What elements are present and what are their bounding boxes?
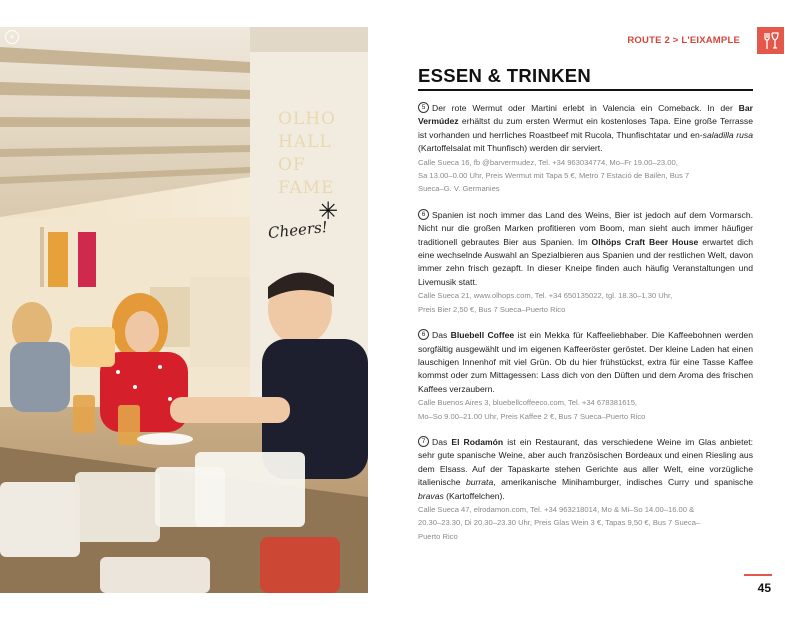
venue-name: El Rodamón [451, 436, 504, 447]
map-marker: + [5, 30, 19, 44]
entry-description: 5 Der rote Wermut oder Martini erlebt in Valencia ein Comeback. In der Bar Vermúdez erhältst du zum ersten Wermut ein kostenloses Tapa. Eine große Terrasse ist vorhanden und herrliches Roastbeef mit Rucola, Thunfischtatar und en-saladilla rusa (Kartoffelsalat mit Thunfisch) werden dir serviert. [418, 103, 753, 154]
venue-name: Bluebell Coffee [450, 330, 515, 341]
venue-name: Olhöps Craft Beer House [591, 236, 699, 247]
listing-bar-vermudez [418, 102, 753, 196]
entry-info: Calle Sueca 16, fb @barvermudez, Tel. +34 963034774, Mo–Fr 19.00–23.00, Sa 13.00–0.00 Uhr, Preis Wermut mit Tapa 5 €, Metro 7 Estació de Bailèn, Bus 7 Sueca–G. V. Germanies [418, 157, 690, 194]
category-badge [757, 27, 784, 54]
section-title: ESSEN & TRINKEN [418, 65, 753, 91]
running-head: ROUTE 2 > L'EIXAMPLE [627, 35, 740, 46]
listing-bluebell-coffee [418, 329, 753, 423]
listing-number-badge: 7 [418, 436, 429, 447]
listing-entries [418, 102, 753, 556]
listing-number-badge: 6 [418, 209, 429, 220]
entry-description: 6 Spanien ist noch immer das Land des Weins, Bier ist jedoch auf dem Vormarsch. Nicht nur die großen Marken profitieren vom Boom, man sieht auch immer häufiger traditionell gebrautes Bier aus Spanien. Im Olhöps Craft Beer House erwartet dich eine wechselnde Auswahl an Spezialbieren aus Spanien und der restlichen Welt, davon immer zehn frisch gezapft. In dieser Kneipe finden auch häufig Veranstaltungen und Livemusik statt. [418, 209, 753, 287]
entry-info: Calle Sueca 47, elrodamon.com, Tel. +34 963218014, Mo & Mi–So 14.00–16.00 & 20.30–23.30, Di 20.30–23.30 Uhr, Preis Glas Wein 3 €, Tapas 9,50 €, Bus 7 Sueca– Puerto Rico [418, 504, 701, 541]
page-number: 45 [757, 581, 771, 595]
entry-description: 7 Das El Rodamón ist ein Restaurant, das verschiedene Weine im Glas anbietet: sehr gute spanische Weine, aber auch französischen Bordeaux und einen Riesling aus dem Elsass. Auf der Tapaskarte stehen Gerichte aus aller Welt, eine vorzügliche italienische burrata, amerikanische Minihamburger, indisches Curry und spanische bravas (Kartoffelchen). [418, 436, 754, 501]
page-number-rule [744, 574, 772, 576]
entry-description: 6 Das Bluebell Coffee ist ein Mekka für Kaffeeliebhaber. Die Kaffeebohnen werden sorgfältig ausgewählt und im eigenen Kaffeeröster geröstet. Der kleine Laden hat einen lauschigen Innenhof mit viel Grün. Ob du hier frühstückst, extra für eine Tasse Kaffee kommst oder zum Mittagessen: Lass dich von den Düften und dem Aroma des frischen Kaffees verzaubern. [418, 330, 753, 394]
listing-number-badge: 6 [418, 329, 429, 340]
listing-olhops [418, 209, 753, 316]
venue-name: Bar Vermúdez [418, 103, 753, 127]
entry-info: Calle Sueca 21, www.olhops.com, Tel. +34 650135022, tgl. 18.30–1.30 Uhr, Preis Bier 2,50 €, Bus 7 Sueca–Puerto Rico [418, 291, 673, 314]
listing-number-badge: 5 [418, 102, 429, 113]
fork-and-glass-icon [763, 32, 779, 50]
handwritten-caption: Cheers! [267, 217, 329, 243]
wall-lettering: OLHO HALL OF FAME [278, 109, 336, 198]
listing-el-rodamon [418, 436, 753, 543]
entry-info: Calle Buenos Aires 3, bluebellcoffeeco.com, Tel. +34 678381615, Mo–So 9.00–21.00 Uhr, Preis Kaffee 2 €, Bus 7 Sueca–Puerto Rico [418, 398, 646, 421]
asterisk-doodle: ✳ [318, 197, 339, 225]
